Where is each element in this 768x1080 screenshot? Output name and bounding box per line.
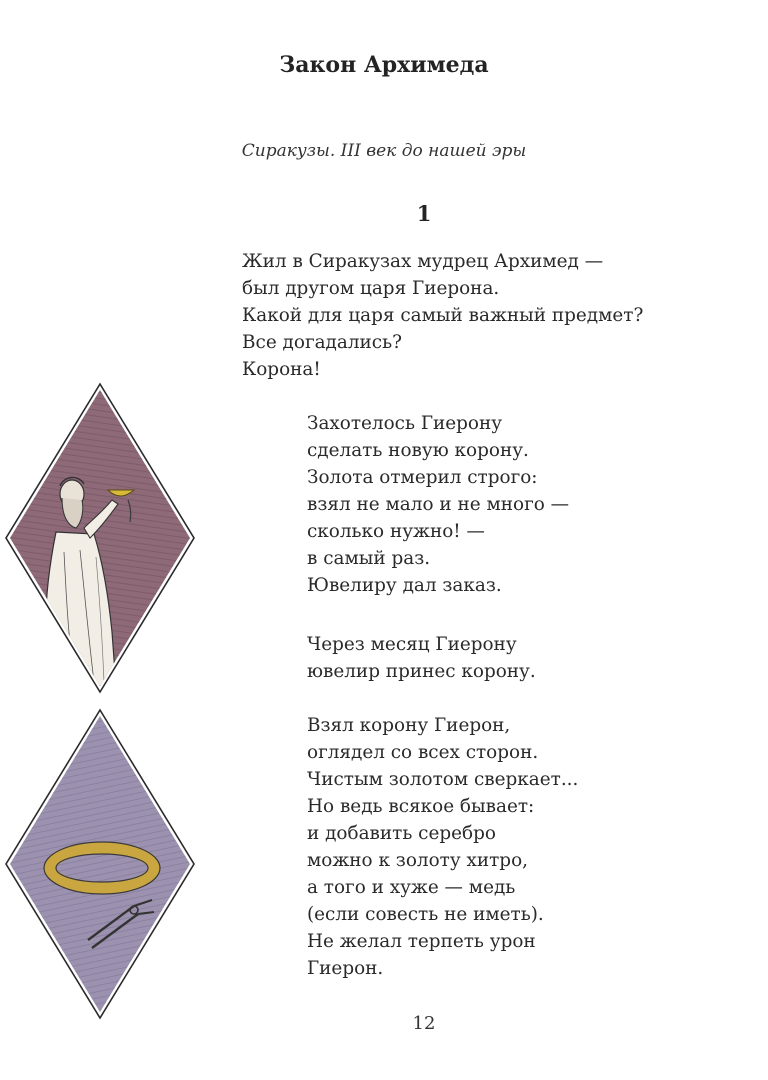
verse-line: и добавить серебро	[307, 823, 496, 844]
stanza-4	[307, 712, 578, 982]
verse-line: Захотелось Гиерону	[307, 413, 503, 434]
verse-line: сколько нужно! —	[307, 521, 485, 542]
stanza-2	[307, 410, 569, 599]
verse-line: был другом царя Гиерона.	[242, 278, 500, 299]
verse-line: в самый раз.	[307, 548, 431, 569]
page-number: 12	[412, 1013, 436, 1034]
verse-line: Все догадались?	[242, 332, 402, 353]
stanza-1	[242, 248, 643, 383]
verse-line: Чистым золотом сверкает...	[307, 769, 579, 790]
page-title: Закон Архимеда	[279, 52, 489, 78]
verse-line: Ювелиру дал заказ.	[307, 575, 502, 596]
verse-line: Жил в Сиракузах мудрец Архимед —	[242, 251, 604, 272]
verse-line: Но ведь всякое бывает:	[307, 796, 535, 817]
verse-line: можно к золоту хитро,	[307, 850, 529, 871]
verse-line: Через месяц Гиерону	[307, 634, 517, 655]
stanza-3	[307, 631, 536, 685]
page-subtitle: Сиракузы. III век до нашей эры	[241, 141, 527, 161]
section-number: 1	[416, 201, 432, 226]
verse-line: Не желал терпеть урон	[307, 931, 536, 952]
verse-line: Золота отмерил строго:	[307, 467, 538, 488]
verse-line: а того и хуже — медь	[307, 877, 516, 898]
verse-line: взял не мало и не много —	[307, 494, 570, 515]
verse-line: Гиерон.	[307, 958, 384, 979]
verse-line: Какой для царя самый важный предмет?	[242, 305, 644, 326]
archimedes-illustration	[4, 382, 196, 694]
verse-line: Корона!	[242, 359, 321, 380]
verse-line: (если совесть не иметь).	[307, 904, 544, 925]
verse-line: ювелир принес корону.	[307, 661, 536, 682]
verse-line: оглядел со всех сторон.	[307, 742, 539, 763]
crown-illustration	[4, 708, 196, 1020]
verse-line: Взял корону Гиерон,	[307, 715, 511, 736]
verse-line: сделать новую корону.	[307, 440, 529, 461]
